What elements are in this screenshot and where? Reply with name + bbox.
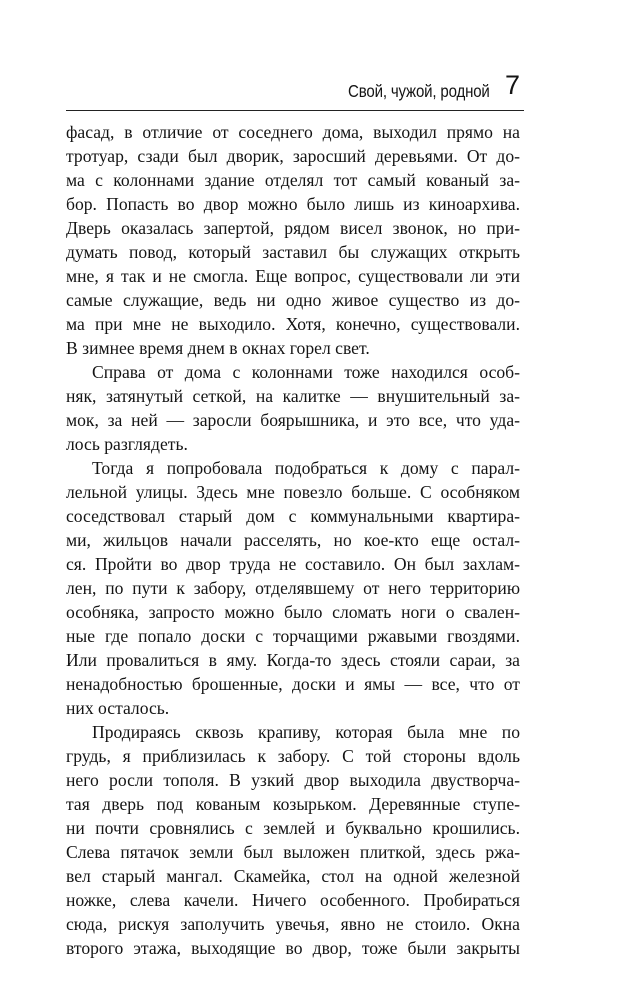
- text-line: лось разглядеть.: [66, 434, 188, 454]
- text-line: ма с колоннами здание отделял тот самый кованый за-: [66, 170, 520, 190]
- text-line: грудь, я приблизилась к забору. С той стороны вдоль: [66, 746, 520, 766]
- text-line: мне, я так и не смогла. Еще вопрос, существовали ли эти: [66, 266, 520, 286]
- text-line: ма при мне не выходило. Хотя, конечно, существовали.: [66, 314, 520, 334]
- text-line: Или провалиться в яму. Когда-то здесь стояли сараи, за: [66, 650, 520, 670]
- text-line: ни почти сровнялись с землей и буквально крошились.: [66, 818, 520, 838]
- text-line: ножке, слева качели. Ничего особенного. Пробираться: [66, 890, 520, 910]
- text-line: фасад, в отличие от соседнего дома, выходил прямо на: [66, 122, 520, 142]
- text-line: самые служащие, ведь ни одно живое существо из до-: [66, 290, 520, 310]
- text-line: тротуар, сзади был дворик, заросший деревьями. От до-: [66, 146, 520, 166]
- text-line: особняка, запросто можно было сломать ноги о свален-: [66, 602, 520, 622]
- text-line: няк, затянутый сеткой, на калитке — внушительный за-: [66, 386, 520, 406]
- paragraph-first-line: Справа от дома с колоннами тоже находился особ-: [92, 362, 520, 382]
- text-line: думать повод, который заставил бы служащих открыть: [66, 242, 520, 262]
- text-line: ми, жильцов начали расселять, но кое-кто еще остал-: [66, 530, 520, 550]
- paragraph-first-line: Продираясь сквозь крапиву, которая была мне по: [92, 722, 520, 742]
- text-line: бор. Попасть во двор можно было лишь из киноархива.: [66, 194, 520, 214]
- text-line: тая дверь под кованым козырьком. Деревянные ступе-: [66, 794, 520, 814]
- body-text: [66, 120, 520, 960]
- paragraph-first-line: Тогда я попробовала подобраться к дому с парал-: [92, 458, 520, 478]
- text-line: ные где попало доски с торчащими ржавыми гвоздями.: [66, 626, 520, 646]
- text-line: мок, за ней — заросли боярышника, и это все, что уда-: [66, 410, 520, 430]
- running-header: [66, 66, 524, 111]
- text-line: второго этажа, выходящие во двор, тоже были закрыты: [66, 938, 520, 958]
- text-line: вел старый мангал. Скамейка, стол на одной железной: [66, 866, 520, 886]
- text-line: ся. Пройти во двор труда не составило. Он был захлам-: [66, 554, 520, 574]
- text-line: В зимнее время днем в окнах горел свет.: [66, 338, 370, 358]
- text-line: лельной улицы. Здесь мне повезло больше. С особняком: [66, 482, 520, 502]
- text-line: лен, по пути к забору, отделявшему от него территорию: [66, 578, 520, 598]
- text-line: него росли тополя. В узкий двор выходила двустворча-: [66, 770, 520, 790]
- text-line: Слева пятачок земли был выложен плиткой, здесь ржа-: [66, 842, 520, 862]
- text-line: сюда, рискуя заполучить увечья, явно не стоило. Окна: [66, 914, 520, 934]
- text-line: соседствовал старый дом с коммунальными квартира-: [66, 506, 520, 526]
- page-number: 7: [504, 70, 520, 100]
- running-header-title: Свой, чужой, родной: [348, 81, 490, 101]
- text-line: них осталось.: [66, 698, 170, 718]
- text-line: ненадобностью брошенные, доски и ямы — все, что от: [66, 674, 520, 694]
- text-line: Дверь оказалась запертой, рядом висел звонок, но при-: [66, 218, 520, 238]
